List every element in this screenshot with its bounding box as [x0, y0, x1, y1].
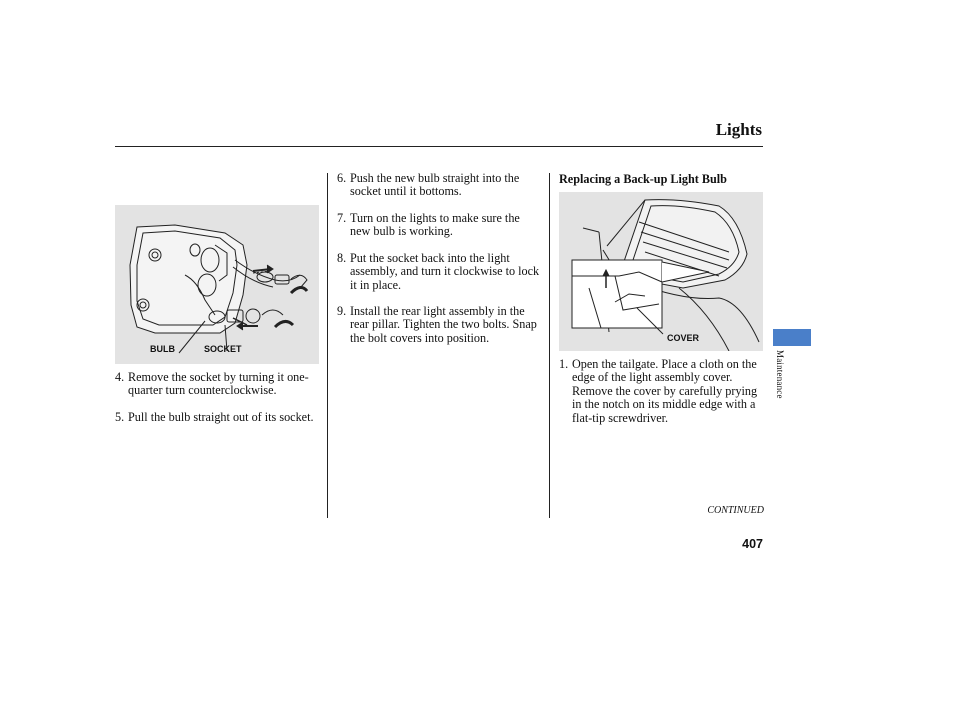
page-title: Lights: [715, 120, 762, 139]
tail-light-illustration: [115, 205, 319, 364]
socket-label: SOCKET: [204, 344, 242, 354]
section-tab: [773, 329, 811, 346]
step-number: 5.: [115, 410, 125, 424]
step-number: 6.: [337, 171, 347, 185]
header-rule: [115, 146, 763, 147]
step-number: 7.: [337, 211, 347, 225]
step-text: Install the rear light assembly in the rear pillar. Tighten the two bolts. Snap the bolt covers into position.: [350, 304, 537, 345]
step-text: Put the socket back into the light assembly, and turn it clockwise to lock it in place.: [350, 251, 540, 292]
continued-note: CONTINUED: [707, 505, 764, 516]
step-text: Pull the bulb straight out of its socket.: [128, 410, 314, 424]
step-4: [115, 371, 325, 398]
column-divider-right: [549, 173, 550, 518]
step-5: [115, 411, 315, 424]
step-number: 1.: [559, 357, 569, 371]
tail-light-socket-figure: [115, 205, 319, 364]
step-number: 4.: [115, 370, 125, 384]
step-8: [337, 252, 542, 292]
step-7: [337, 212, 537, 239]
step-number: 9.: [337, 304, 347, 318]
step-6: [337, 172, 537, 199]
step-text: Turn on the lights to make sure the new bulb is working.: [350, 211, 520, 239]
section-tab-label: Maintenance: [775, 350, 785, 399]
step-text: Push the new bulb straight into the socket until it bottoms.: [350, 171, 520, 199]
bulb-label: BULB: [150, 344, 175, 354]
step-number: 8.: [337, 251, 347, 265]
cover-label: COVER: [667, 333, 700, 343]
step-1: [559, 358, 763, 425]
page-number: 407: [742, 537, 763, 551]
section-heading: Replacing a Back-up Light Bulb: [559, 172, 727, 186]
tailgate-illustration: [559, 192, 763, 351]
step-text: Open the tailgate. Place a cloth on the edge of the light assembly cover. Remove the cover by carefully prying in the notch on its middle edge with a flat-tip screwdriver.: [572, 357, 758, 425]
tailgate-cover-figure: [559, 192, 763, 351]
step-9: [337, 305, 537, 345]
step-text: Remove the socket by turning it one-quarter turn counterclockwise.: [128, 370, 309, 398]
column-divider-left: [327, 173, 328, 518]
